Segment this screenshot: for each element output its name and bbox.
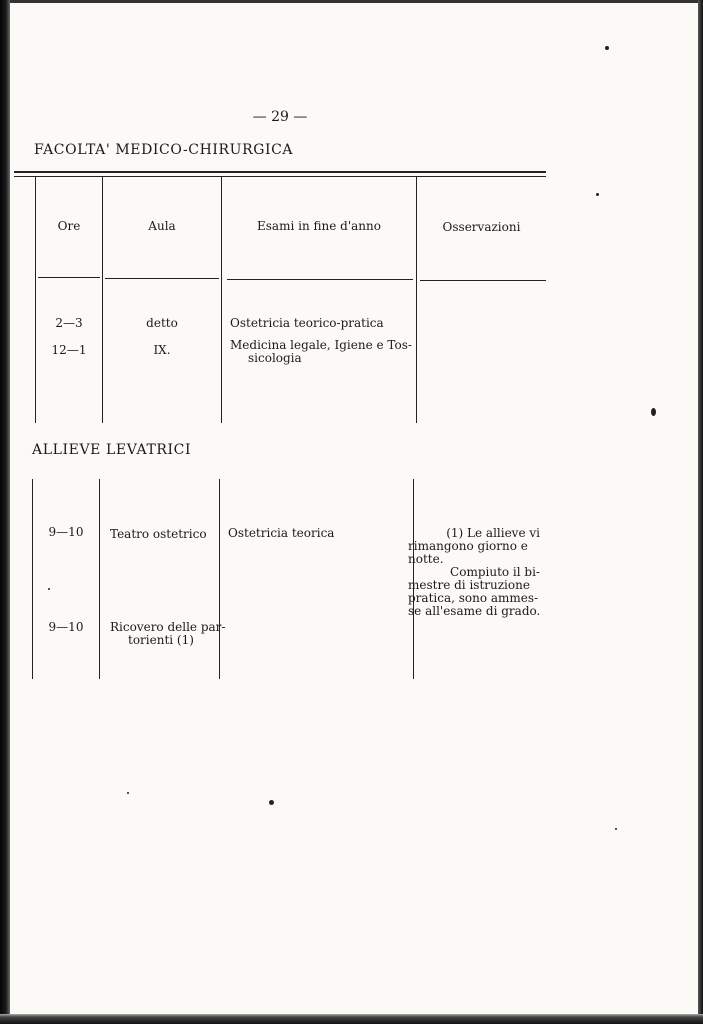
table-column-divider (35, 177, 36, 423)
header-aula: Aula (148, 219, 176, 233)
header-underline (227, 279, 413, 280)
cell-ore: 9—10 (48, 525, 84, 539)
footnote-line: mestre di istruzione (408, 578, 530, 592)
ink-speck (651, 408, 656, 416)
table-column-divider (219, 479, 220, 679)
header-underline (38, 277, 100, 278)
table-column-divider (102, 177, 103, 423)
ink-speck (596, 193, 599, 196)
ink-speck (48, 588, 50, 590)
cell-aula-line: torienti (1) (128, 633, 194, 647)
page-edge-left (0, 0, 10, 1024)
ink-speck (127, 792, 129, 794)
table-column-divider (221, 177, 222, 423)
header-esami: Esami in fine d'anno (257, 219, 381, 233)
ink-speck (605, 46, 609, 50)
ink-speck (615, 828, 617, 830)
cell-esami: Ostetricia teorico-pratica (230, 316, 384, 330)
footnote-line: notte. (408, 552, 444, 566)
cell-aula-line: Ricovero delle par- (110, 620, 226, 634)
header-ore: Ore (57, 219, 81, 233)
cell-esami: Ostetricia teorica (228, 526, 335, 540)
header-underline (105, 278, 219, 279)
table-column-divider (32, 479, 33, 679)
cell-esami-line: Medicina legale, Igiene e Tos- (230, 338, 412, 352)
footnote-line: se all'esame di grado. (408, 604, 541, 618)
section-title-facolta: FACOLTA' MEDICO-CHIRURGICA (34, 142, 294, 158)
page-number: — 29 — (252, 109, 308, 125)
cell-aula: IX. (153, 343, 171, 357)
footnote-line: Compiuto il bi- (450, 565, 540, 579)
cell-aula: Teatro ostetrico (110, 527, 207, 541)
header-osservazioni: Osservazioni (442, 220, 521, 234)
cell-esami-line: sicologia (248, 351, 302, 365)
cell-ore: 2—3 (55, 316, 83, 330)
cell-aula: detto (146, 316, 178, 330)
footnote-line: rimangono giorno e (408, 539, 528, 553)
table-column-divider (99, 479, 100, 679)
section-title-allieve: ALLIEVE LEVATRICI (32, 442, 192, 458)
page-edge-top (0, 0, 703, 3)
footnote-line: pratica, sono ammes- (408, 591, 539, 605)
ink-speck (269, 800, 274, 805)
footnote-line: (1) Le allieve vi (446, 526, 540, 540)
page-edge-bottom (0, 1014, 703, 1024)
table-top-rule-thin (14, 176, 546, 177)
table-column-divider (416, 177, 417, 423)
header-underline (420, 280, 546, 281)
page-edge-right (698, 0, 703, 1024)
table-top-rule (14, 171, 546, 173)
cell-ore: 9—10 (48, 620, 84, 634)
cell-ore: 12—1 (51, 343, 87, 357)
